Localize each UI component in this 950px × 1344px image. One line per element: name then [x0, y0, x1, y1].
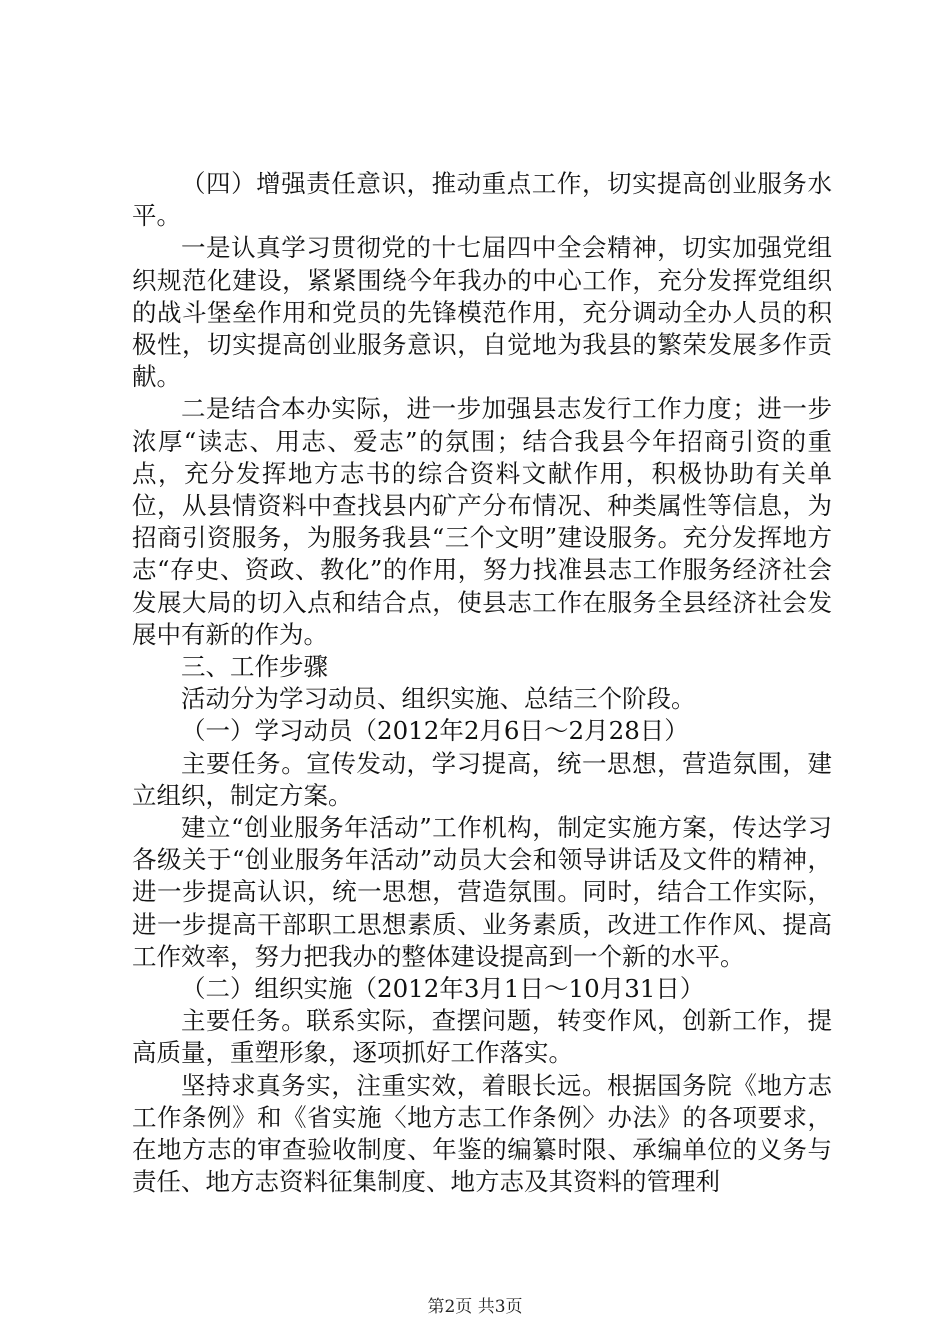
paragraph-item-two: 二是结合本办实际，进一步加强县志发行工作力度；进一步浓厚“读志、用志、爱志”的氛围；结合我县今年招商引资的重点，充分发挥地方志书的综合资料文献作用，积极协助有关单位，从县情资料中查找县内矿产分布情况、种类属性等信息，为招商引资服务，为服务我县“三个文明”建设服务。充分发挥地方志“存史、资政、教化”的作用，努力找准县志工作服务经济社会发展大局的切入点和结合点，使县志工作在服务全县经济社会发展中有新的作为。: [132, 394, 832, 649]
paragraph-item-one: 一是认真学习贯彻党的十七届四中全会精神，切实加强党组织规范化建设，紧紧围绕今年我办的中心工作，充分发挥党组织的战斗堡垒作用和党员的先锋模范作用，充分调动全办人员的积极性，切实提高创业服务意识，自觉地为我县的繁荣发展多作贡献。: [132, 233, 832, 392]
stage-one-details: 建立“创业服务年活动”工作机构，制定实施方案，传达学习各级关于“创业服务年活动”动员大会和领导讲话及文件的精神，进一步提高认识，统一思想，营造氛围。同时，结合工作实际，进一步提高干部职工思想素质、业务素质，改进工作作风、提高工作效率，努力把我办的整体建设提高到一个新的水平。: [132, 813, 832, 971]
document-body: [132, 168, 832, 1199]
stage-one-heading: （一）学习动员（2012年2月6日～2月28日）: [181, 716, 689, 746]
section-heading-work-steps: 三、工作步骤: [181, 652, 328, 682]
paragraph-section-four-heading: （四）增强责任意识，推动重点工作，切实提高创业服务水平。: [132, 169, 832, 231]
page-number-footer: 第2页 共3页: [427, 1297, 523, 1317]
stage-two-main-tasks: 主要任务。联系实际，查摆问题，转变作风，创新工作，提高质量，重塑形象，逐项抓好工作落实。: [132, 1006, 832, 1068]
stage-one-main-tasks: 主要任务。宣传发动，学习提高，统一思想，营造氛围，建立组织，制定方案。: [132, 748, 832, 810]
stage-two-details: 坚持求真务实，注重实效，着眼长远。根据国务院《地方志工作条例》和《省实施〈地方志工作条例〉办法》的各项要求，在地方志的审查验收制度、年鉴的编纂时限、承编单位的义务与责任、地方志资料征集制度、地方志及其资料的管理利: [132, 1070, 832, 1197]
stage-two-heading: （二）组织实施（2012年3月1日～10月31日）: [181, 974, 705, 1004]
paragraph-stages-overview: 活动分为学习动员、组织实施、总结三个阶段。: [181, 684, 696, 714]
